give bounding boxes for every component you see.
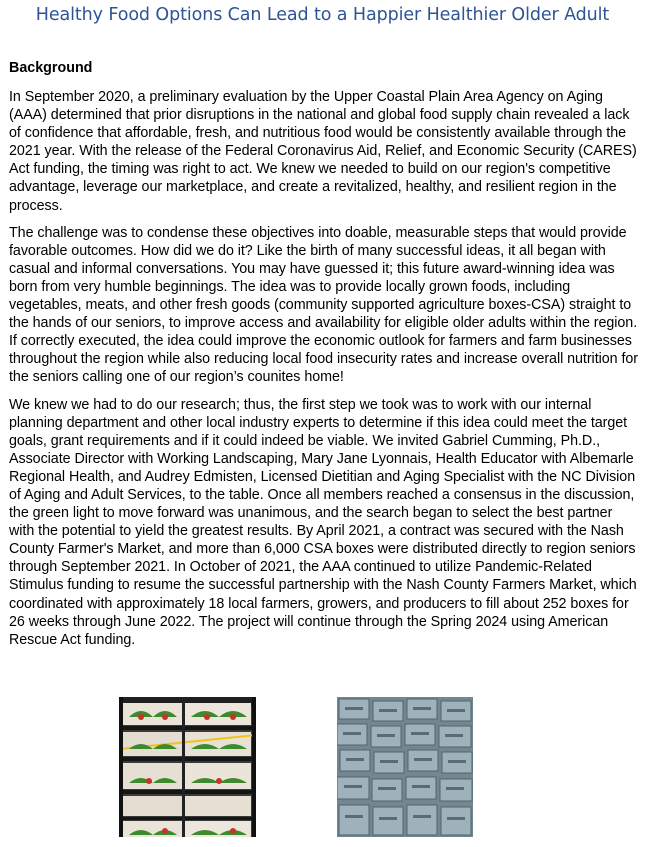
photo-stacked-crates	[337, 697, 473, 837]
document-title: Healthy Food Options Can Lead to a Happier Healthier Older Adult	[35, 5, 610, 25]
paragraph-research: We knew we had to do our research; thus, the first step we took was to work with our internal planning department and other local industry experts to determine if this idea could meet the target goals, grant requirements and if it could indeed be viable. We invited Gabriel Cumming, Ph.D., Associate Director with Working Landscaping, Mary Jane Lyonnais, Health Educator with Albemarle Regional Health, and Audrey Edmisten, Licensed Dietitian and Aging Specialist with the NC Division of Aging and Adult Services, to the table. Once all members reached a consensus in the discussion, the green light to move forward was unanimous, and the search began to select the best partner with the potential to yield the greatest results. By April 2021, a contract was secured with the Nash County Farmer's Market, and more than 6,000 CSA boxes were distributed directly to region seniors through September 2021. In October of 2021, the AAA continued to utilize Pandemic-Related Stimulus funding to resume the successful partnership with the Nash County Farmers Market, which coordinated with approximately 18 local farmers, growers, and producers to fill about 252 boxes for 26 weeks through June 2022. The project will continue through the Spring 2024 using American Rescue Act funding.	[9, 396, 637, 648]
document-body	[9, 59, 639, 658]
paragraph-challenge: The challenge was to condense these objectives into doable, measurable steps that would provide favorable outcomes. How did we do it? Like the birth of many successful ideas, it all began with casual and informal conversations. You may have guessed it; this future award-winning idea was born from very humble beginnings. The idea was to provide locally grown foods, including vegetables, meats, and other fresh goods (community supported agriculture boxes-CSA) straight to the hands of our seniors, to improve access and availability for eligible older adults within the region. If correctly executed, the idea could improve the economic outlook for farmers and farm businesses throughout the region while also reducing local food insecurity rates and increase overall nutrition for the seniors calling one of our region’s counites home!	[9, 224, 638, 386]
section-heading: Background	[9, 60, 93, 76]
paragraph-background: In September 2020, a preliminary evaluation by the Upper Coastal Plain Area Agency on Aging (AAA) determined that prior disruptions in the national and global food supply chain revealed a lack of confidence that affordable, fresh, and nutritious food would be consistently available through the 2021 year. With the release of the Federal Coronavirus Aid, Relief, and Economic Security (CARES) Act funding, the timing was right to act. We knew we needed to build on our region's competitive advantage, leverage our marketplace, and create a revitalized, healthy, and resilient region in the process.	[9, 89, 637, 214]
photo-produce-boxes-on-shelves	[119, 697, 256, 837]
